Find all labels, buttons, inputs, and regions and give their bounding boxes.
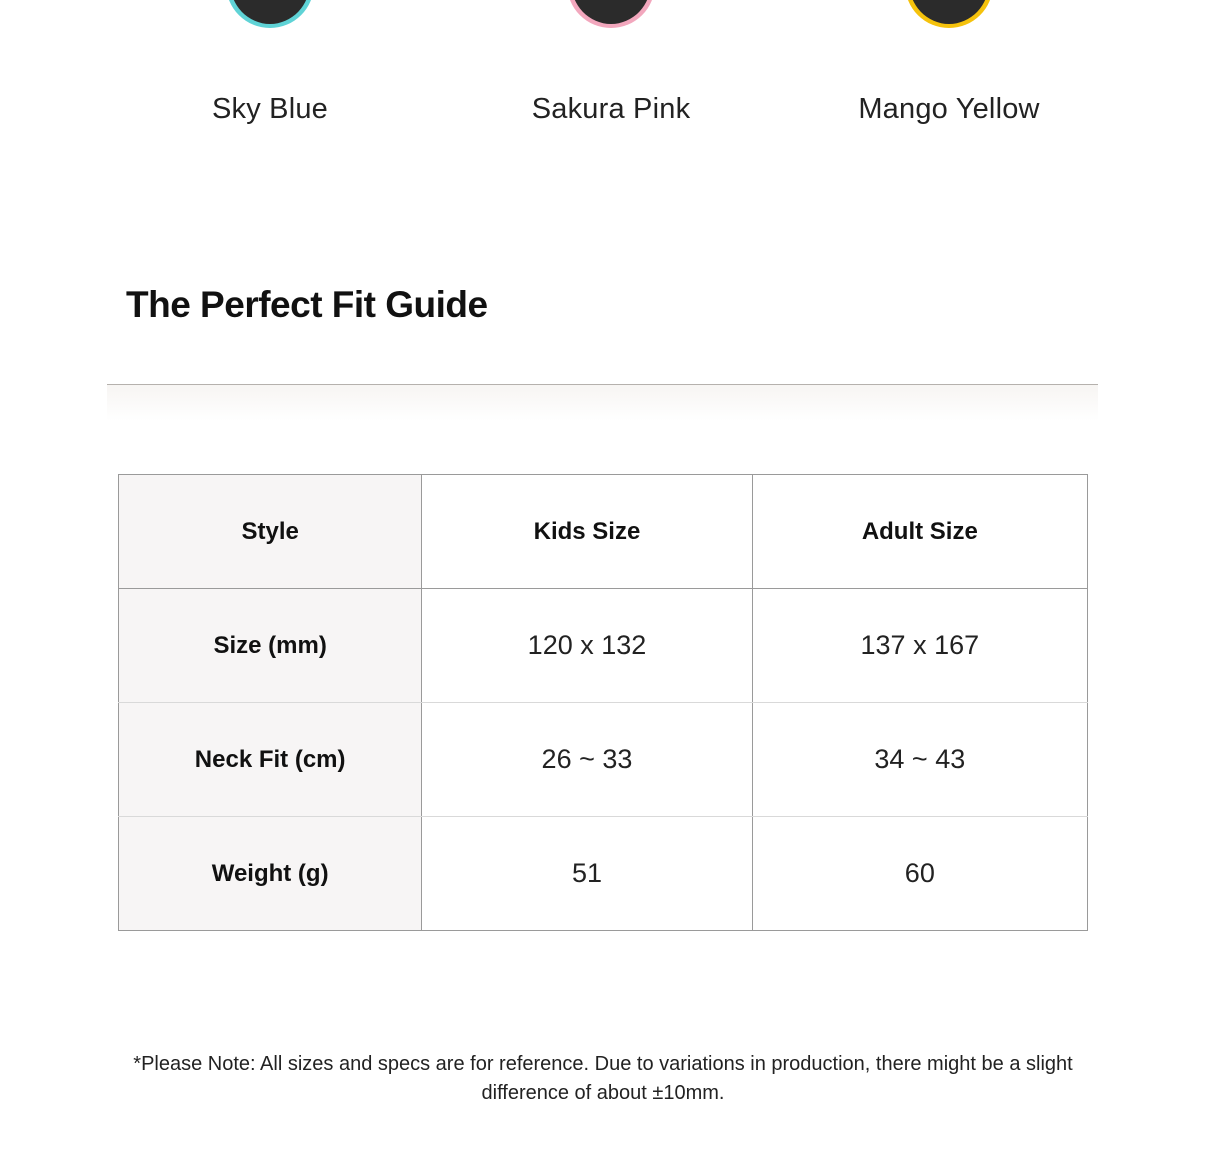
header-adult-size: Adult Size (752, 475, 1087, 589)
size-disclaimer-note: *Please Note: All sizes and specs are for reference. Due to variations in production, there might be a slight difference of about ±10mm. (133, 1053, 1073, 1104)
fit-guide-title: The Perfect Fit Guide (126, 284, 488, 325)
fit-guide-table (118, 474, 1088, 931)
adult-value: 60 (752, 817, 1087, 931)
adult-value: 34 ~ 43 (752, 703, 1087, 817)
table-row (119, 817, 1088, 931)
table-row (119, 589, 1088, 703)
color-options (0, 0, 1206, 140)
sakura-pink-swatch-icon (567, 0, 655, 28)
header-style: Style (119, 475, 422, 589)
adult-value: 137 x 167 (752, 589, 1087, 703)
table-header-row (119, 475, 1088, 589)
color-label: Mango Yellow (858, 93, 1040, 125)
row-label: Neck Fit (cm) (119, 703, 422, 817)
header-kids-size: Kids Size (422, 475, 752, 589)
color-label: Sky Blue (211, 93, 329, 125)
color-label: Sakura Pink (531, 93, 691, 125)
row-label: Weight (g) (119, 817, 422, 931)
kids-value: 26 ~ 33 (422, 703, 752, 817)
kids-value: 120 x 132 (422, 589, 752, 703)
sky-blue-swatch-icon (226, 0, 314, 28)
table-row (119, 703, 1088, 817)
kids-value: 51 (422, 817, 752, 931)
mango-yellow-swatch-icon (905, 0, 993, 28)
row-label: Size (mm) (119, 589, 422, 703)
divider-shade (107, 385, 1098, 421)
